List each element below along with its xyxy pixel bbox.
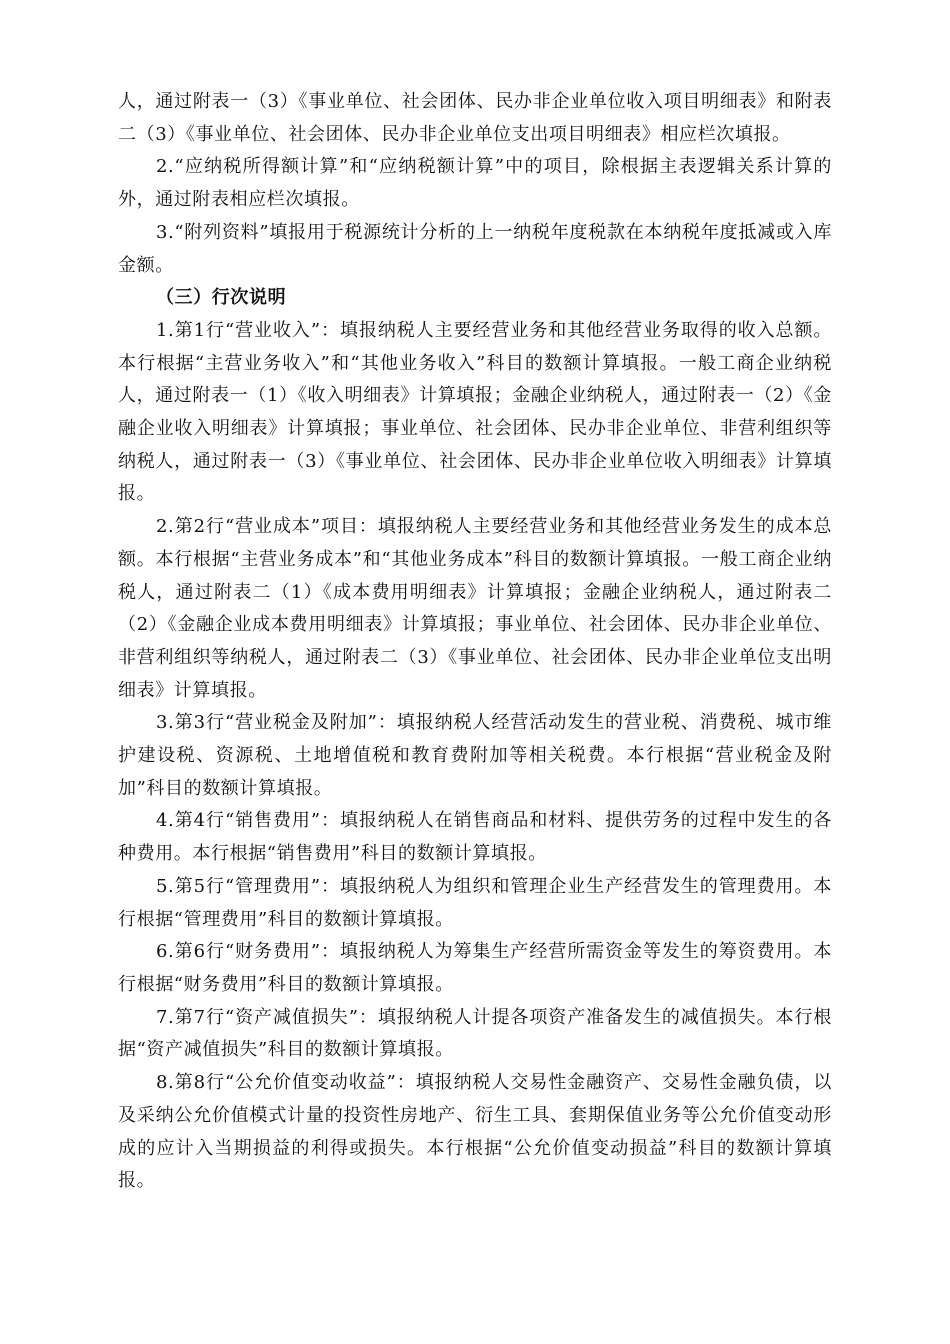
paragraph-item-3: 3.“附列资料”填报用于税源统计分析的上一纳税年度税款在本纳税年度抵减或入库金额。 (118, 221, 832, 276)
paragraph-row-8: 8.第8行“公允价值变动收益”：填报纳税人交易性金融资产、交易性金融负债，以及采纳公允价值模式计量的投资性房地产、衍生工具、套期保值业务等公允价值变动形成的应计入当期损益的利得或损失。本行根据“公允价值变动损益”科目的数额计算填报。 (118, 1072, 832, 1192)
paragraph-item-2: 2.“应纳税所得额计算”和“应纳税额计算”中的项目，除根据主表逻辑关系计算的外，通过附表相应栏次填报。 (118, 156, 832, 211)
paragraph-continuation: 人，通过附表一（3）《事业单位、社会团体、民办非企业单位收入项目明细表》和附表二（3）《事业单位、社会团体、民办非企业单位支出项目明细表》相应栏次填报。 (118, 91, 832, 145)
section-heading: （三）行次说明 (156, 287, 287, 309)
paragraph-row-5: 5.第5行“管理费用”：填报纳税人为组织和管理企业生产经营发生的管理费用。本行根据“管理费用”科目的数额计算填报。 (118, 875, 832, 930)
paragraph-row-2: 2.第2行“营业成本”项目：填报纳税人主要经营业务和其他经营业务发生的成本总额。本行根据“主营业务成本”和“其他业务成本”科目的数额计算填报。一般工商企业纳税人，通过附表二（1）《成本费用明细表》计算填报；金融企业纳税人，通过附表二（2）《金融企业成本费用明细表》计算填报；事业单位、社会团体、民办非企业单位、非营利组织等纳税人，通过附表二（3）《事业单位、社会团体、民办非企业单位支出明细表》计算填报。 (118, 516, 832, 701)
paragraph-row-1: 1.第1行“营业收入”：填报纳税人主要经营业务和其他经营业务取得的收入总额。本行根据“主营业务收入”和“其他业务收入”科目的数额计算填报。一般工商企业纳税人，通过附表一（1）《收入明细表》计算填报；金融企业纳税人，通过附表一（2）《金融企业收入明细表》计算填报；事业单位、社会团体、民办非企业单位、非营利组织等纳税人，通过附表一（3）《事业单位、社会团体、民办非企业单位收入明细表》计算填报。 (118, 319, 832, 505)
paragraph-row-4: 4.第4行“销售费用”：填报纳税人在销售商品和材料、提供劳务的过程中发生的各种费用。本行根据“销售费用”科目的数额计算填报。 (118, 810, 832, 865)
paragraph-row-6: 6.第6行“财务费用”：填报纳税人为筹集生产经营所需资金等发生的筹资费用。本行根据“财务费用”科目的数额计算填报。 (118, 941, 832, 995)
paragraph-row-3: 3.第3行“营业税金及附加”：填报纳税人经营活动发生的营业税、消费税、城市维护建设税、资源税、土地增值税和教育费附加等相关税费。本行根据“营业税金及附加”科目的数额计算填报。 (118, 712, 832, 799)
paragraph-row-7: 7.第7行“资产减值损失”：填报纳税人计提各项资产准备发生的减值损失。本行根据“资产减值损失”科目的数额计算填报。 (118, 1006, 832, 1061)
